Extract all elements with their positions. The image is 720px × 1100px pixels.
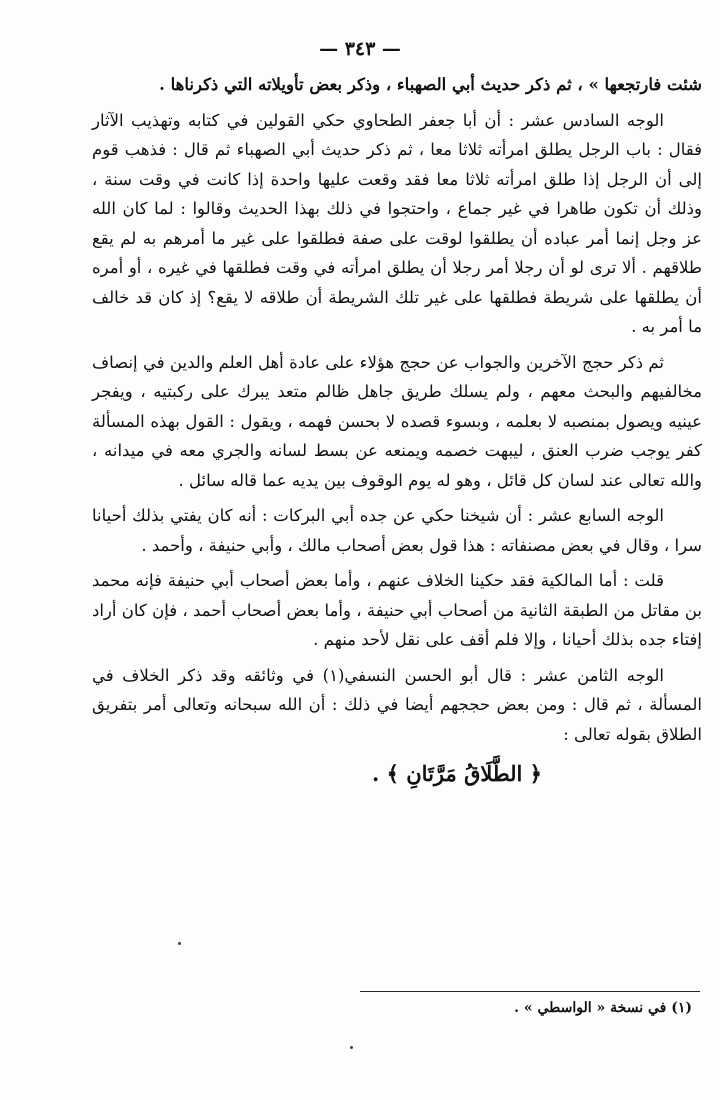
paragraph-other-arguments: ثم ذكر حجج الآخرين والجواب عن حجج هؤلاء على عادة أهل العلم والدين في إنصاف مخالفيهم والبحث معهم ، ولم يسلك طريق جاهل ظالم متعد يبرك على ركبتيه ، ويفجر عينيه ويصول بمنصبه لا بعلمه ، وبسوء قصده لا بحسن فهمه ، ويقول : القول بهذه المسألة كفر يوجب ضرب العنق ، ليبهت خصمه ويمنعه عن بسط لسانه والجري معه في ميدانه ، والله تعالى عند لسان كل قائل ، وهو له يوم الوقوف بين يديه عما قاله سائل . (92, 352, 702, 490)
paragraph-eighteenth-aspect: الوجه الثامن عشر : قال أبو الحسن النسفي(١) في وثائقه وقد ذكر الخلاف في المسألة ، ثم قال : ومن بعض حججهم أيضا في ذلك : أن الله سبحانه وتعالى أمر بتفريق الطلاق بقوله تعالى : (92, 665, 702, 744)
quran-verse: ﴿ الطَّلَاقُ مَرَّتَانِ ﴾ . (372, 761, 542, 786)
footnote: (١) في نسخة « الواسطي » . (514, 1000, 692, 1016)
footnote-divider (360, 991, 700, 992)
page-number: — ٣٤٣ — (319, 38, 401, 60)
paragraph-sixteenth-aspect: الوجه السادس عشر : أن أبا جعفر الطحاوي حكي القولين في كتابه وتهذيب الآثار فقال : باب الرجل يطلق امرأته ثلاثا معا ، ثم ذكر حديث أبي الصهباء ثم قال : فذهب قوم إلى أن الرجل إذا طلق امرأته ثلاثا معا فقد وقعت عليها واحدة إذا كانت في وقت سنة ، وذلك أن تكون طاهرا في غير جماع ، واحتجوا في ذلك بهذا الحديث وقالوا : لما كان الله عز وجل إنما أمر عباده أن يطلقوا لوقت على صفة فطلقوا على غير ما أمرهم به لم يقع طلاقهم . ألا ترى لو أن رجلا أمر رجلا أن يطلق امرأته في وقت فطلقها في غيره ، أو أمره أن يطلقها على شريطة فطلقها على غير تلك الشريطة أن طلاقه لا يقع؟ إذ كان قد خالف ما أمر به . (92, 110, 702, 336)
print-speck (350, 1046, 353, 1049)
paragraph-commentary: قلت : أما المالكية فقد حكينا الخلاف عنهم ، وأما بعض أصحاب أبي حنيفة فإنه محمد بن مقاتل من الطبقة الثانية من أصحاب أبي حنيفة ، وأما بعض أصحاب أحمد ، فإن كان أراد إفتاء جده بذلك أحيانا ، وإلا فلم أقف على نقل لأحد منهم . (92, 571, 702, 649)
paragraph-seventeenth-aspect: الوجه السابع عشر : أن شيخنا حكي عن جده أبي البركات : أنه كان يفتي بذلك أحيانا سرا ، وقال في بعض مصنفاته : هذا قول بعض أصحاب مالك ، وأبي حنيفة ، وأحمد . (92, 506, 702, 555)
paragraph-continuation: شئت فارتجعها » ، ثم ذكر حديث أبي الصهباء ، وذكر بعض تأويلاته التي ذكرناها . (159, 75, 702, 94)
print-speck (178, 942, 181, 945)
main-text (92, 70, 702, 789)
